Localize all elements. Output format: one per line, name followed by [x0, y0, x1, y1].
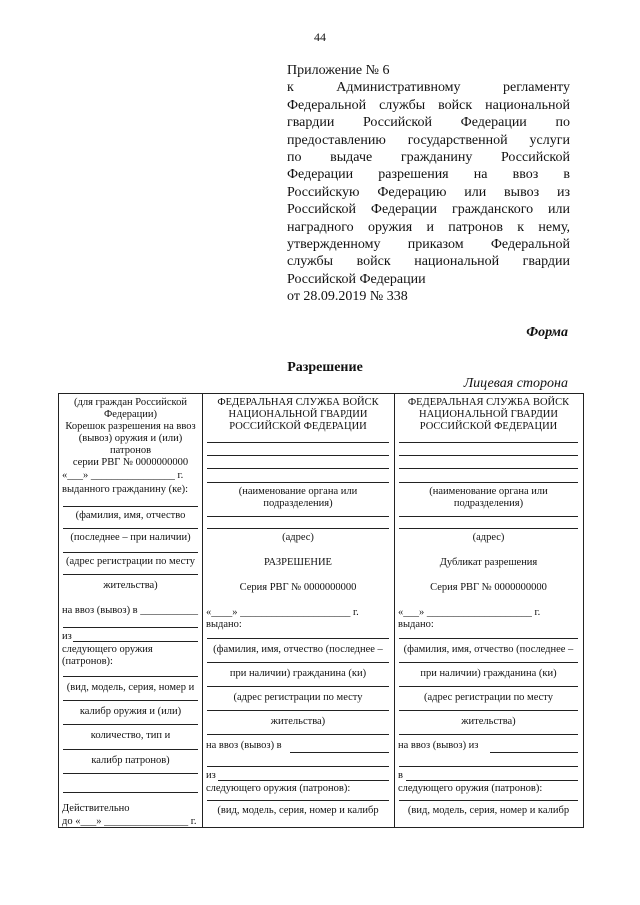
stub-citizens-note: (для граждан Российской [74, 397, 187, 408]
stub-citizens-note: Федерации) [103, 409, 158, 420]
duplicate-org: НАЦИОНАЛЬНОЙ ГВАРДИИ [419, 409, 558, 420]
duplicate-line [399, 528, 578, 529]
permit-entry: на ввоз (вывоз) в [206, 740, 282, 751]
permit-org: РОССИЙСКОЙ ФЕДЕРАЦИИ [229, 421, 367, 432]
stub-model-caption: калибр оружия и (или) [79, 706, 182, 717]
permit-date: «____» _____________________ г. [206, 607, 359, 618]
duplicate-fio-caption: при наличии) гражданина (ки) [420, 668, 557, 679]
duplicate-unit-caption: (наименование органа или [429, 486, 548, 497]
permit-unit-caption: (наименование органа или [238, 486, 358, 497]
duplicate-line [399, 516, 578, 517]
permit-org: НАЦИОНАЛЬНОЙ ГВАРДИИ [228, 409, 368, 420]
permit-from: из [206, 770, 216, 781]
side-label: Лицевая сторона [463, 376, 568, 391]
annex-line: по выдаче гражданину Российской [287, 149, 570, 165]
stub-title: (вывоз) оружия и (или) [78, 433, 183, 444]
duplicate-entry: на ввоз (вывоз) из [398, 740, 479, 751]
annex-line: Федеральной службы войск национальной [287, 97, 570, 113]
duplicate-line [399, 468, 578, 469]
stub-line [63, 528, 198, 529]
duplicate-line [399, 638, 578, 639]
stub-line [63, 792, 198, 793]
permit-model-caption: (вид, модель, серия, номер и калибр [217, 805, 379, 816]
duplicate-weapon: следующего оружия (патронов): [398, 783, 543, 794]
permit-doc-name: РАЗРЕШЕНИЕ [264, 557, 332, 568]
stub-qty-caption: количество, тип и [90, 730, 171, 741]
annex-line: Российской Федерации гражданского или [287, 202, 570, 218]
stub-model-caption: (вид, модель, серия, номер и [66, 682, 195, 693]
duplicate-line [399, 800, 578, 801]
stub-line [63, 773, 198, 774]
permit-line [207, 442, 389, 443]
stub-qty-caption: калибр патронов) [91, 755, 170, 766]
duplicate-line [399, 686, 578, 687]
permit-address-caption: (адрес) [282, 532, 314, 543]
permit-line [207, 468, 389, 469]
annex-line: Приложение № 6 [287, 63, 390, 78]
duplicate-line [399, 442, 578, 443]
stub-line [63, 749, 198, 750]
stub-line [63, 506, 198, 507]
stub-line [63, 574, 198, 575]
stub-fio-caption: (последнее – при наличии) [70, 532, 191, 543]
stub-entry: на ввоз (вывоз) в ___________ [62, 605, 199, 616]
stub-column [59, 394, 203, 827]
duplicate-address-caption: (адрес регистрации по месту [424, 692, 553, 703]
permit-issued: выдано: [206, 619, 242, 630]
duplicate-org: РОССИЙСКОЙ ФЕДЕРАЦИИ [419, 421, 558, 432]
duplicate-model-caption: (вид, модель, серия, номер и калибр [407, 805, 570, 816]
duplicate-line [399, 455, 578, 456]
permit-line [290, 752, 389, 753]
stub-line [63, 700, 198, 701]
stub-address-caption: (адрес регистрации по месту [66, 556, 195, 567]
stub-weapon: следующего оружия [62, 644, 153, 655]
duplicate-date: «___» ____________________ г. [398, 607, 541, 618]
permit-weapon: следующего оружия (патронов): [206, 783, 351, 794]
permit-org: ФЕДЕРАЛЬНАЯ СЛУЖБА ВОЙСК [217, 397, 379, 408]
stub-line [63, 627, 198, 628]
page-number: 44 [314, 30, 326, 44]
permit-line [207, 800, 389, 801]
stub-series: серии РВГ № 0000000000 [72, 457, 189, 468]
annex-line: гвардии Российской Федерации по [287, 115, 570, 131]
permit-line [207, 734, 389, 735]
permit-line [207, 528, 389, 529]
permit-unit-caption: подразделения) [263, 498, 333, 509]
permit-line [207, 662, 389, 663]
stub-line [73, 641, 198, 642]
duplicate-doc-name: Дубликат разрешения [439, 557, 538, 568]
duplicate-line [406, 780, 578, 781]
permit-address-caption: (адрес регистрации по месту [233, 692, 363, 703]
stub-valid: Действительно [62, 803, 130, 814]
duplicate-column [394, 394, 583, 827]
duplicate-fio-caption: (фамилия, имя, отчество (последнее – [403, 644, 574, 655]
stub-line [63, 724, 198, 725]
permit-line [207, 455, 389, 456]
annex-line: Федерации разрешения на ввоз в [287, 167, 570, 183]
permit-line [207, 516, 389, 517]
stub-title: Корешок разрешения на ввоз [65, 421, 196, 432]
duplicate-series: Серия РВГ № 0000000000 [430, 582, 547, 593]
stub-valid-to: до «___» ________________ г. [62, 816, 197, 827]
permit-address-caption: жительства) [270, 716, 326, 727]
annex-line: предоставлению государственной услуги [287, 132, 570, 148]
duplicate-line [399, 710, 578, 711]
form-label: Форма [526, 325, 568, 340]
permit-line [207, 638, 389, 639]
duplicate-unit-caption: подразделения) [453, 498, 524, 509]
stub-ammo: (патронов): [62, 656, 113, 667]
permit-line [207, 482, 389, 483]
stub-date: «___» ________________ г. [62, 470, 184, 481]
annex-line: службы войск национальной гвардии [287, 254, 570, 270]
permit-fio-caption: при наличии) гражданина (ки) [229, 668, 367, 679]
duplicate-address-caption: жительства) [461, 716, 516, 727]
permit-fio-caption: (фамилия, имя, отчество (последнее – [213, 644, 383, 655]
permit-line [207, 686, 389, 687]
annex-line: наградного оружия и патронов к нему, [287, 219, 570, 235]
permit-line [207, 766, 389, 767]
duplicate-issued: выдано: [398, 619, 434, 630]
duplicate-line [399, 766, 578, 767]
stub-from: из [62, 631, 72, 642]
permit-column [202, 394, 395, 827]
duplicate-address-caption: (адрес) [472, 532, 505, 543]
duplicate-into: в [398, 770, 403, 781]
permit-line [207, 710, 389, 711]
annex-line: утвержденному приказом Федеральной [287, 236, 570, 252]
document-title: Разрешение [287, 360, 363, 375]
stub-address-caption: жительства) [103, 580, 158, 591]
permit-line [218, 780, 389, 781]
permit-form-table [58, 393, 584, 828]
annex-line: к Административному регламенту [287, 80, 570, 96]
stub-line [63, 676, 198, 677]
stub-line [63, 552, 198, 553]
annex-header [287, 62, 570, 306]
stub-issued-to: выданного гражданину (ке): [62, 484, 189, 495]
duplicate-line [399, 662, 578, 663]
duplicate-line [399, 734, 578, 735]
annex-line: от 28.09.2019 № 338 [287, 289, 408, 305]
duplicate-org: ФЕДЕРАЛЬНАЯ СЛУЖБА ВОЙСК [407, 397, 570, 408]
permit-series: Серия РВГ № 0000000000 [239, 582, 357, 593]
duplicate-line [490, 752, 578, 753]
duplicate-line [399, 482, 578, 483]
annex-line: Российской Федерации [287, 271, 426, 287]
stub-fio-caption: (фамилия, имя, отчество [75, 510, 186, 521]
stub-title: патронов [109, 445, 152, 456]
annex-line: Российскую Федерацию или вывоз из [287, 184, 570, 200]
